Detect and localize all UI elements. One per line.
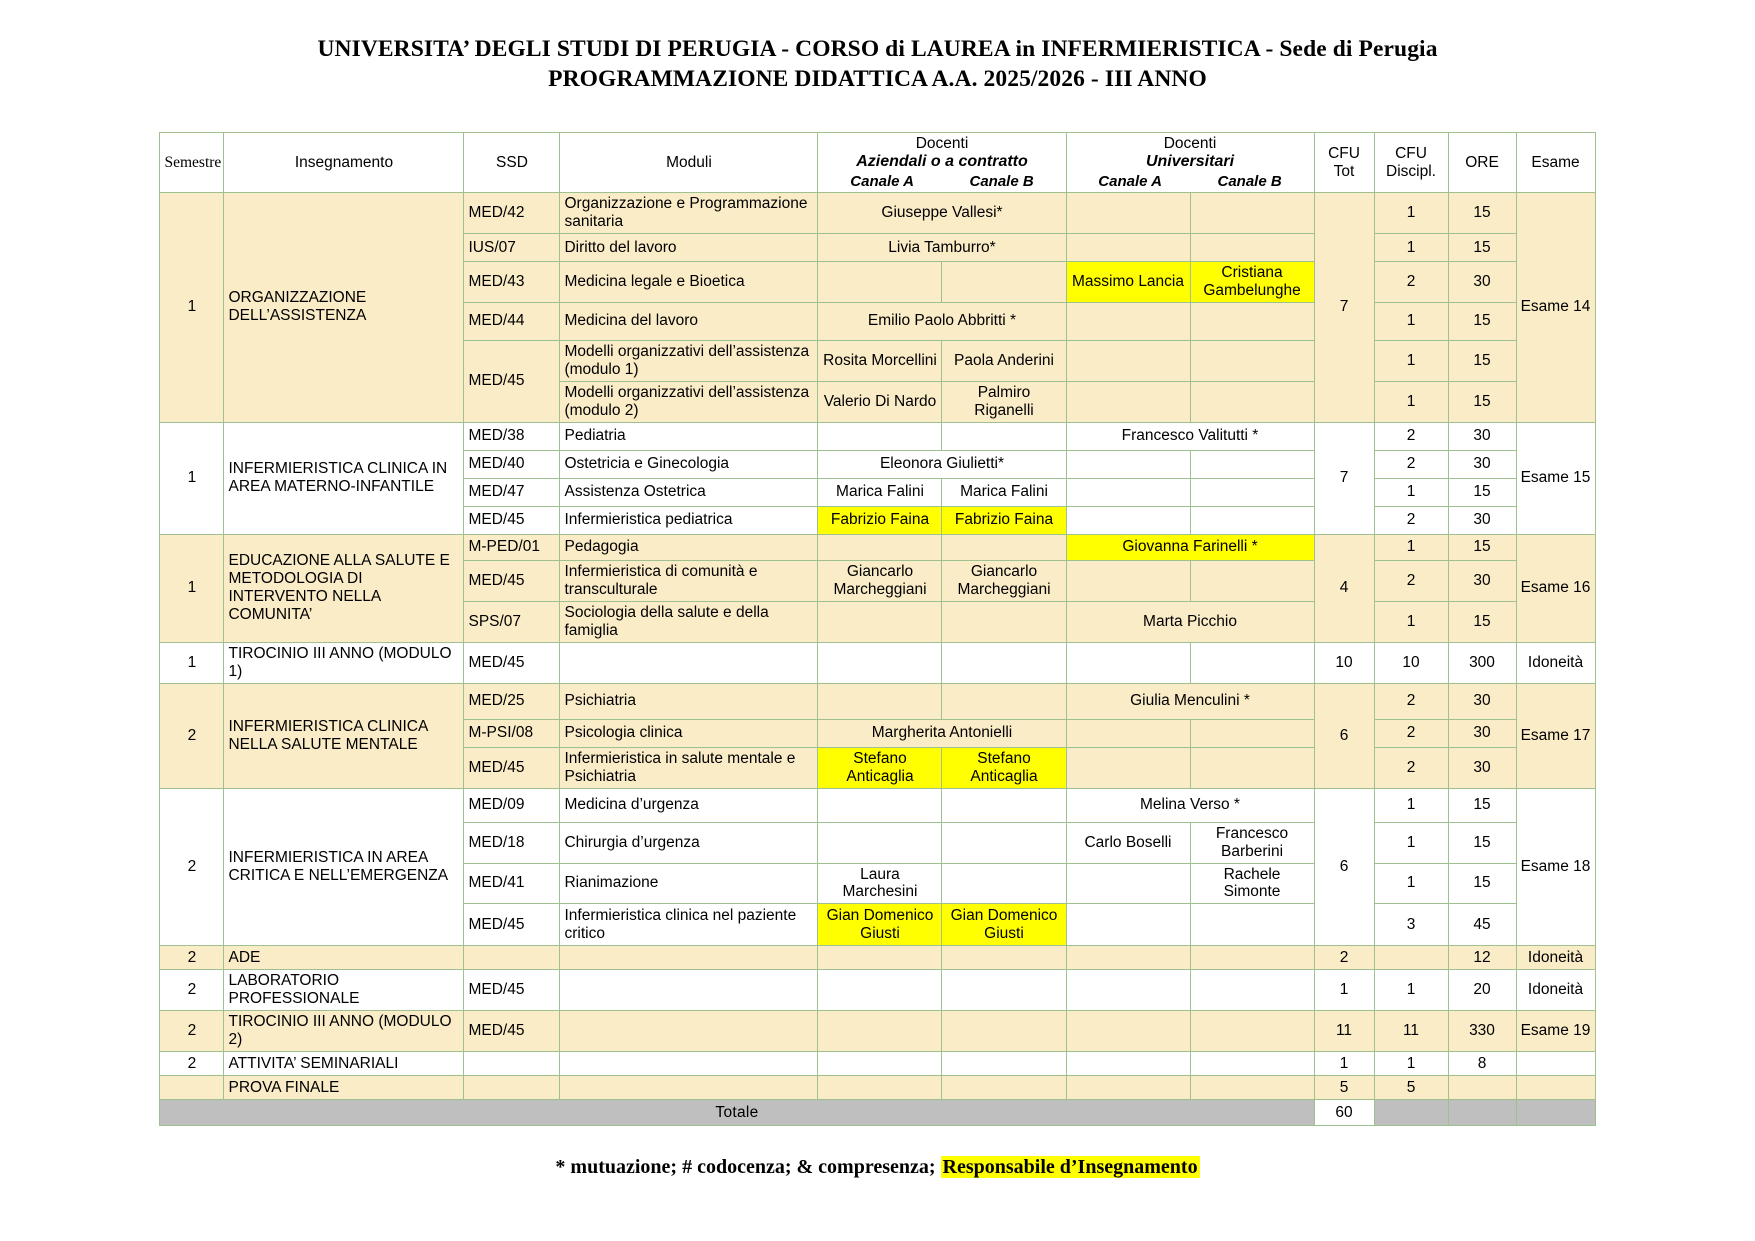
header-cfu-tot-line2: Tot — [1333, 162, 1355, 180]
header-aziendali-canale-a: Canale A — [850, 172, 914, 190]
docente-universitario-span: Giovanna Farinelli * — [1066, 534, 1314, 560]
header-docenti-aziendali-title: Docenti — [915, 135, 969, 153]
insegnamento-organizzazione-assistenza: ORGANIZZAZIONE DELL’ASSISTENZA — [224, 193, 464, 423]
docente-aziendale-canale-b — [942, 262, 1066, 303]
docente-universitario-canale-a — [1066, 1011, 1190, 1052]
docente-universitario-canale-a — [1066, 1052, 1190, 1076]
cfu-discipl-cell: 1 — [1374, 478, 1448, 506]
docente-universitario-canale-b — [1190, 478, 1314, 506]
modulo-cell: Pedagogia — [560, 534, 818, 560]
semestre-laboratorio-professionale: 2 — [160, 970, 224, 1011]
total-label: Totale — [160, 1100, 1314, 1126]
ssd-cell: MED/18 — [464, 822, 560, 863]
docente-universitario-canale-b — [1190, 234, 1314, 262]
docente-aziendale-canale-a: Fabrizio Faina — [818, 506, 942, 534]
ore-cell: 15 — [1448, 193, 1516, 234]
header-cfu-discipl — [1374, 133, 1448, 193]
ore-cell: 45 — [1448, 904, 1516, 946]
modulo-cell: Medicina del lavoro — [560, 302, 818, 340]
ore-cell: 30 — [1448, 422, 1516, 450]
docente-universitario-canale-b: Rachele Simonte — [1190, 863, 1314, 904]
cfu-discipl-cell: 1 — [1374, 788, 1448, 822]
docente-aziendale-canale-b — [942, 1052, 1066, 1076]
ore-cell: 15 — [1448, 234, 1516, 262]
cfu-tot-cell: 5 — [1314, 1076, 1374, 1100]
cfu-tot-cell: 6 — [1314, 683, 1374, 788]
cfu-discipl-cell: 11 — [1374, 1011, 1448, 1052]
docente-universitario-canale-b — [1190, 560, 1314, 601]
insegnamento-prova-finale: PROVA FINALE — [224, 1076, 464, 1100]
cfu-discipl-cell: 1 — [1374, 340, 1448, 381]
table-row — [160, 534, 1595, 560]
docente-aziendale-canale-a: Stefano Anticaglia — [818, 747, 942, 788]
docente-universitario-canale-a — [1066, 970, 1190, 1011]
table-row — [160, 642, 1595, 683]
modulo-cell: Medicina legale e Bioetica — [560, 262, 818, 303]
docente-aziendale-canale-b — [942, 946, 1066, 970]
semestre-ade: 2 — [160, 946, 224, 970]
docente-aziendale-canale-a — [818, 601, 942, 642]
docente-universitario-canale-a — [1066, 478, 1190, 506]
ssd-cell: MED/42 — [464, 193, 560, 234]
table-row — [160, 193, 1595, 234]
cfu-tot-cell: 7 — [1314, 422, 1374, 534]
ore-cell: 15 — [1448, 534, 1516, 560]
insegnamento-laboratorio-professionale: LABORATORIO PROFESSIONALE — [224, 970, 464, 1011]
ore-cell: 15 — [1448, 822, 1516, 863]
ssd-cell: M-PED/01 — [464, 534, 560, 560]
ssd-cell: IUS/07 — [464, 234, 560, 262]
total-ore — [1448, 1100, 1516, 1126]
modulo-cell: Sociologia della salute e della famiglia — [560, 601, 818, 642]
docente-universitario-span: Marta Picchio — [1066, 601, 1314, 642]
esame-cell: Idoneità — [1516, 970, 1595, 1011]
header-esame: Esame — [1516, 133, 1595, 193]
docente-universitario-canale-a: Massimo Lancia — [1066, 262, 1190, 303]
cfu-discipl-cell: 2 — [1374, 422, 1448, 450]
cfu-tot-cell: 4 — [1314, 534, 1374, 642]
table-row — [160, 946, 1595, 970]
cfu-discipl-cell: 10 — [1374, 642, 1448, 683]
ssd-cell: MED/40 — [464, 450, 560, 478]
docente-aziendale-canale-a: Marica Falini — [818, 478, 942, 506]
docente-aziendale-canale-a — [818, 970, 942, 1011]
docente-universitario-canale-a — [1066, 863, 1190, 904]
docente-universitario-canale-a — [1066, 1076, 1190, 1100]
modulo-cell — [560, 946, 818, 970]
modulo-cell: Medicina d’urgenza — [560, 788, 818, 822]
ore-cell: 15 — [1448, 302, 1516, 340]
cfu-tot-cell: 11 — [1314, 1011, 1374, 1052]
docente-aziendale-canale-a — [818, 422, 942, 450]
semestre-educazione-salute: 1 — [160, 534, 224, 642]
docente-aziendale-canale-b — [942, 1011, 1066, 1052]
modulo-cell: Organizzazione e Programmazione sanitaria — [560, 193, 818, 234]
docente-aziendale-canale-a: Rosita Morcellini — [818, 340, 942, 381]
ssd-cell: M-PSI/08 — [464, 719, 560, 747]
docente-universitario-canale-b — [1190, 506, 1314, 534]
docente-aziendale-canale-b: Palmiro Riganelli — [942, 381, 1066, 422]
table-row — [160, 683, 1595, 719]
ore-cell: 30 — [1448, 506, 1516, 534]
ore-cell: 30 — [1448, 747, 1516, 788]
cfu-tot-cell: 1 — [1314, 970, 1374, 1011]
docente-universitario-canale-b — [1190, 642, 1314, 683]
docente-universitario-canale-b — [1190, 450, 1314, 478]
ssd-cell: MED/09 — [464, 788, 560, 822]
modulo-cell: Infermieristica clinica nel paziente critico — [560, 904, 818, 946]
ore-cell: 15 — [1448, 381, 1516, 422]
cfu-tot-cell: 1 — [1314, 1052, 1374, 1076]
header-docenti-universitari-sub: Universitari — [1145, 153, 1235, 171]
cfu-discipl-cell: 1 — [1374, 534, 1448, 560]
modulo-cell — [560, 1052, 818, 1076]
header-moduli: Moduli — [560, 133, 818, 193]
docente-universitario-canale-b — [1190, 1076, 1314, 1100]
semestre-clinica-materno-infantile: 1 — [160, 422, 224, 534]
header-ssd: SSD — [464, 133, 560, 193]
legend-highlighted: Responsabile d’Insegnamento — [942, 1156, 1198, 1179]
docente-aziendale-canale-b — [942, 683, 1066, 719]
ore-cell: 30 — [1448, 262, 1516, 303]
header-cfu-discipl-line1: CFU — [1395, 144, 1427, 162]
ssd-cell — [464, 946, 560, 970]
docente-aziendale-canale-b — [942, 642, 1066, 683]
cfu-discipl-cell: 1 — [1374, 193, 1448, 234]
esame-cell: Esame 19 — [1516, 1011, 1595, 1052]
header-row — [160, 133, 1595, 193]
docente-universitario-canale-b — [1190, 747, 1314, 788]
ore-cell: 15 — [1448, 478, 1516, 506]
docente-universitario-canale-a — [1066, 234, 1190, 262]
semestre-area-critica-emergenza: 2 — [160, 788, 224, 946]
docente-aziendale-span: Livia Tamburro* — [818, 234, 1066, 262]
docente-universitario-canale-b — [1190, 193, 1314, 234]
modulo-cell — [560, 642, 818, 683]
docente-universitario-canale-a — [1066, 719, 1190, 747]
insegnamento-educazione-salute: EDUCAZIONE ALLA SALUTE E METODOLOGIA DI INTERVENTO NELLA COMUNITA’ — [224, 534, 464, 642]
cfu-discipl-cell: 2 — [1374, 506, 1448, 534]
docente-universitario-canale-b — [1190, 970, 1314, 1011]
table-row — [160, 788, 1595, 822]
docente-aziendale-canale-a: Giancarlo Marcheggiani — [818, 560, 942, 601]
docente-universitario-canale-b — [1190, 340, 1314, 381]
docente-universitario-canale-a — [1066, 450, 1190, 478]
ore-cell: 15 — [1448, 601, 1516, 642]
docente-aziendale-canale-a — [818, 1052, 942, 1076]
docente-universitario-canale-a — [1066, 560, 1190, 601]
semestre-tirocinio-modulo-1: 1 — [160, 642, 224, 683]
header-universitari-canali — [1071, 173, 1310, 190]
docente-universitario-canale-b — [1190, 946, 1314, 970]
cfu-discipl-cell — [1374, 946, 1448, 970]
cfu-tot-cell: 6 — [1314, 788, 1374, 946]
esame-cell: Idoneità — [1516, 642, 1595, 683]
title-line-1: UNIVERSITA’ DEGLI STUDI DI PERUGIA - CORSO di LAUREA in INFERMIERISTICA - Sede di Perugia — [317, 36, 1438, 62]
ore-cell: 30 — [1448, 560, 1516, 601]
docente-universitario-canale-a — [1066, 642, 1190, 683]
ore-cell: 30 — [1448, 450, 1516, 478]
cfu-discipl-cell: 5 — [1374, 1076, 1448, 1100]
cfu-discipl-cell: 1 — [1374, 234, 1448, 262]
docente-universitario-canale-a — [1066, 506, 1190, 534]
esame-cell: Esame 14 — [1516, 193, 1595, 423]
docente-aziendale-canale-b: Paola Anderini — [942, 340, 1066, 381]
modulo-cell: Modelli organizzativi dell’assistenza (modulo 2) — [560, 381, 818, 422]
ssd-cell: MED/45 — [464, 560, 560, 601]
modulo-cell: Pediatria — [560, 422, 818, 450]
cfu-tot-cell: 2 — [1314, 946, 1374, 970]
ore-cell: 8 — [1448, 1052, 1516, 1076]
table-row — [160, 1011, 1595, 1052]
ore-cell: 30 — [1448, 719, 1516, 747]
docente-aziendale-span: Margherita Antonielli — [818, 719, 1066, 747]
ssd-cell: MED/45 — [464, 1011, 560, 1052]
esame-cell — [1516, 1052, 1595, 1076]
modulo-cell — [560, 1076, 818, 1100]
insegnamento-area-critica-emergenza: INFERMIERISTICA IN AREA CRITICA E NELL’EMERGENZA — [224, 788, 464, 946]
docente-universitario-canale-b — [1190, 1052, 1314, 1076]
header-semestre: Semestre — [160, 133, 224, 193]
ssd-cell: MED/45 — [464, 642, 560, 683]
docente-universitario-canale-a — [1066, 946, 1190, 970]
table-row — [160, 1052, 1595, 1076]
page-title — [0, 0, 1755, 94]
cfu-tot-cell: 7 — [1314, 193, 1374, 423]
docente-aziendale-canale-b — [942, 422, 1066, 450]
docente-aziendale-canale-b: Marica Falini — [942, 478, 1066, 506]
docente-aziendale-span: Giuseppe Vallesi* — [818, 193, 1066, 234]
docente-aziendale-canale-a — [818, 788, 942, 822]
insegnamento-tirocinio-modulo-1: TIROCINIO III ANNO (MODULO 1) — [224, 642, 464, 683]
modulo-cell: Infermieristica di comunità e transculturale — [560, 560, 818, 601]
ssd-cell: MED/45 — [464, 506, 560, 534]
docente-universitario-canale-a — [1066, 193, 1190, 234]
docente-aziendale-canale-a — [818, 683, 942, 719]
modulo-cell: Diritto del lavoro — [560, 234, 818, 262]
docente-aziendale-canale-a — [818, 262, 942, 303]
header-aziendali-canale-b: Canale B — [969, 172, 1034, 190]
ssd-cell: SPS/07 — [464, 601, 560, 642]
cfu-discipl-cell: 2 — [1374, 719, 1448, 747]
header-aziendali-canali — [822, 173, 1061, 190]
total-row — [160, 1100, 1595, 1126]
docente-universitario-canale-b: Francesco Barberini — [1190, 822, 1314, 863]
cfu-discipl-cell: 2 — [1374, 560, 1448, 601]
docente-aziendale-canale-b — [942, 788, 1066, 822]
header-ore: ORE — [1448, 133, 1516, 193]
docente-universitario-span: Francesco Valitutti * — [1066, 422, 1314, 450]
header-cfu-tot — [1314, 133, 1374, 193]
modulo-cell: Modelli organizzativi dell’assistenza (modulo 1) — [560, 340, 818, 381]
ore-cell — [1448, 1076, 1516, 1100]
docente-universitario-canale-a — [1066, 747, 1190, 788]
ore-cell: 330 — [1448, 1011, 1516, 1052]
docente-aziendale-canale-b: Fabrizio Faina — [942, 506, 1066, 534]
docente-aziendale-canale-b: Gian Domenico Giusti — [942, 904, 1066, 946]
ore-cell: 15 — [1448, 788, 1516, 822]
modulo-cell — [560, 1011, 818, 1052]
modulo-cell: Psicologia clinica — [560, 719, 818, 747]
esame-cell: Esame 15 — [1516, 422, 1595, 534]
insegnamento-ade: ADE — [224, 946, 464, 970]
semestre-tirocinio-modulo-2: 2 — [160, 1011, 224, 1052]
docente-aziendale-canale-b — [942, 601, 1066, 642]
cfu-discipl-cell: 2 — [1374, 747, 1448, 788]
docente-aziendale-canale-a — [818, 1076, 942, 1100]
legend — [0, 1156, 1755, 1179]
docente-aziendale-canale-a — [818, 642, 942, 683]
ssd-cell: MED/41 — [464, 863, 560, 904]
docente-universitario-canale-b: Cristiana Gambelunghe — [1190, 262, 1314, 303]
insegnamento-tirocinio-modulo-2: TIROCINIO III ANNO (MODULO 2) — [224, 1011, 464, 1052]
esame-cell: Idoneità — [1516, 946, 1595, 970]
docente-aziendale-canale-a — [818, 946, 942, 970]
docente-aziendale-canale-b — [942, 1076, 1066, 1100]
ore-cell: 20 — [1448, 970, 1516, 1011]
cfu-discipl-cell: 2 — [1374, 262, 1448, 303]
header-docenti-universitari-title: Docenti — [1163, 135, 1217, 153]
header-docenti-aziendali-sub: Aziendali o a contratto — [856, 153, 1028, 171]
modulo-cell: Ostetricia e Ginecologia — [560, 450, 818, 478]
modulo-cell: Psichiatria — [560, 683, 818, 719]
cfu-discipl-cell: 1 — [1374, 863, 1448, 904]
header-cfu-discipl-line2: Discipl. — [1386, 162, 1436, 180]
docente-aziendale-canale-a — [818, 1011, 942, 1052]
docente-aziendale-canale-b — [942, 863, 1066, 904]
docente-aziendale-canale-a — [818, 534, 942, 560]
modulo-cell: Chirurgia d’urgenza — [560, 822, 818, 863]
modulo-cell: Infermieristica pediatrica — [560, 506, 818, 534]
esame-cell: Esame 16 — [1516, 534, 1595, 642]
ore-cell: 12 — [1448, 946, 1516, 970]
docente-universitario-canale-a — [1066, 904, 1190, 946]
ssd-cell: MED/44 — [464, 302, 560, 340]
total-esame — [1516, 1100, 1595, 1126]
docente-universitario-span: Giulia Menculini * — [1066, 683, 1314, 719]
cfu-discipl-cell: 2 — [1374, 450, 1448, 478]
ssd-cell: MED/45 — [464, 970, 560, 1011]
docente-aziendale-canale-a: Gian Domenico Giusti — [818, 904, 942, 946]
docente-universitario-canale-b — [1190, 381, 1314, 422]
docente-universitario-canale-b — [1190, 1011, 1314, 1052]
docente-aziendale-canale-b: Stefano Anticaglia — [942, 747, 1066, 788]
semestre-organizzazione-assistenza: 1 — [160, 193, 224, 423]
cfu-discipl-cell: 1 — [1374, 970, 1448, 1011]
header-docenti-universitari — [1066, 133, 1314, 193]
docente-universitario-canale-b — [1190, 904, 1314, 946]
header-cfu-tot-line1: CFU — [1328, 144, 1360, 162]
title-line-2: PROGRAMMAZIONE DIDATTICA A.A. 2025/2026 - III ANNO — [548, 66, 1207, 93]
ssd-cell: MED/45 — [464, 340, 560, 422]
insegnamento-clinica-materno-infantile: INFERMIERISTICA CLINICA IN AREA MATERNO-INFANTILE — [224, 422, 464, 534]
insegnamento-salute-mentale: INFERMIERISTICA CLINICA NELLA SALUTE MENTALE — [224, 683, 464, 788]
modulo-cell: Rianimazione — [560, 863, 818, 904]
docente-aziendale-canale-b — [942, 822, 1066, 863]
ore-cell: 30 — [1448, 683, 1516, 719]
total-cfu-discipl — [1374, 1100, 1448, 1126]
semestre-attivita-seminariali: 2 — [160, 1052, 224, 1076]
header-insegnamento: Insegnamento — [224, 133, 464, 193]
modulo-cell: Assistenza Ostetrica — [560, 478, 818, 506]
esame-cell — [1516, 1076, 1595, 1100]
docente-universitario-canale-a — [1066, 340, 1190, 381]
header-docenti-aziendali — [818, 133, 1066, 193]
modulo-cell — [560, 970, 818, 1011]
docente-aziendale-span: Emilio Paolo Abbritti * — [818, 302, 1066, 340]
table-row — [160, 970, 1595, 1011]
docente-aziendale-canale-b — [942, 970, 1066, 1011]
docente-aziendale-canale-b: Giancarlo Marcheggiani — [942, 560, 1066, 601]
cfu-discipl-cell: 1 — [1374, 601, 1448, 642]
ssd-cell: MED/45 — [464, 904, 560, 946]
docente-universitario-canale-a: Carlo Boselli — [1066, 822, 1190, 863]
table-body — [160, 193, 1595, 1126]
ore-cell: 15 — [1448, 340, 1516, 381]
table-row — [160, 422, 1595, 450]
cfu-discipl-cell: 1 — [1374, 1052, 1448, 1076]
docente-universitario-span: Melina Verso * — [1066, 788, 1314, 822]
table-header — [160, 133, 1595, 193]
semestre-prova-finale — [160, 1076, 224, 1100]
docente-aziendale-canale-b — [942, 534, 1066, 560]
header-universitari-canale-a: Canale A — [1098, 172, 1162, 190]
table-row — [160, 1076, 1595, 1100]
semestre-salute-mentale: 2 — [160, 683, 224, 788]
esame-cell: Esame 17 — [1516, 683, 1595, 788]
docente-aziendale-canale-a — [818, 822, 942, 863]
docente-universitario-canale-a — [1066, 381, 1190, 422]
cfu-tot-cell: 10 — [1314, 642, 1374, 683]
esame-cell: Esame 18 — [1516, 788, 1595, 946]
ssd-cell — [464, 1052, 560, 1076]
ssd-cell — [464, 1076, 560, 1100]
didactic-schedule-table — [159, 132, 1595, 1126]
ssd-cell: MED/45 — [464, 747, 560, 788]
modulo-cell: Infermieristica in salute mentale e Psichiatria — [560, 747, 818, 788]
docente-universitario-canale-a — [1066, 302, 1190, 340]
ssd-cell: MED/25 — [464, 683, 560, 719]
cfu-discipl-cell: 1 — [1374, 302, 1448, 340]
docente-universitario-canale-b — [1190, 302, 1314, 340]
docente-aziendale-canale-a: Valerio Di Nardo — [818, 381, 942, 422]
docente-universitario-canale-b — [1190, 719, 1314, 747]
cfu-discipl-cell: 1 — [1374, 381, 1448, 422]
legend-prefix: * mutuazione; # codocenza; & compresenza; — [555, 1156, 941, 1179]
cfu-discipl-cell: 2 — [1374, 683, 1448, 719]
ore-cell: 300 — [1448, 642, 1516, 683]
ssd-cell: MED/47 — [464, 478, 560, 506]
total-cfu-value: 60 — [1314, 1100, 1374, 1126]
header-universitari-canale-b: Canale B — [1217, 172, 1282, 190]
cfu-discipl-cell: 3 — [1374, 904, 1448, 946]
docente-aziendale-span: Eleonora Giulietti* — [818, 450, 1066, 478]
ore-cell: 15 — [1448, 863, 1516, 904]
ssd-cell: MED/43 — [464, 262, 560, 303]
cfu-discipl-cell: 1 — [1374, 822, 1448, 863]
ssd-cell: MED/38 — [464, 422, 560, 450]
docente-aziendale-canale-a: Laura Marchesini — [818, 863, 942, 904]
insegnamento-attivita-seminariali: ATTIVITA’ SEMINARIALI — [224, 1052, 464, 1076]
